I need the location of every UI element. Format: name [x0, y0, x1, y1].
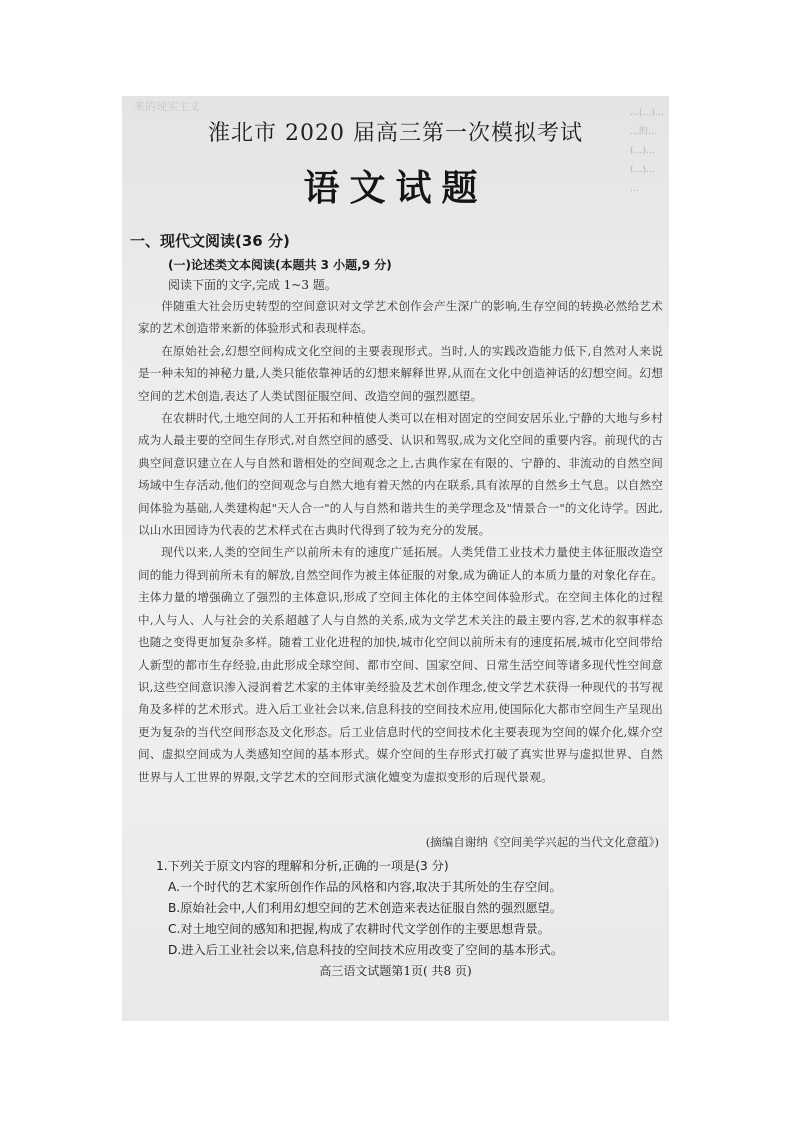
reading-instruction: 阅读下面的文字,完成 1~3 题。 [168, 278, 337, 292]
passage-paragraph: 现代以来,人类的空间生产以前所未有的速度广延拓展。人类凭借工业技术力量使主体征服改造空间的能力得到前所未有的解放,自然空间作为被主体征服的对象,成为确证人的本质力量的对象化存在。主体力量的增强确立了强烈的主体意识,形成了空间主体化的主体空间体验形式。在空间主体化的过程中,人与人、人与社会的关系超越了人与自然的关系,成为文学艺术关注的最主要内容,艺术的叙事样态也随之变得更加复杂多样。随着工业化进程的加快,城市化空间以前所未有的速度拓展,城市化空间带给人新型的都市生存经验,由此形成全球空间、都市空间、国家空间、日常生活空间等诸多现代性空间意识,这些空间意识渗入浸润着艺术家的主体审美经验及艺术创作理念,使文学艺术获得一种现代的书写视角及多样的艺术形式。进入后工业社会以来,信息科技的空间技术应用,使国际化大都市空间生产呈现出更为复杂的当代空间形态及文化形态。后工业信息时代的空间技术化主要表现为空间的媒介化,媒介空间、虚拟空间成为人类感知空间的基本形式。媒介空间的生存形式打破了真实世界与虚拟世界、自然世界与人工世界的界限,文学艺术的空间形式演化嬗变为虚拟变形的后现代景观。 [138, 545, 663, 784]
question-1 [156, 856, 656, 961]
section-heading: 一、现代文阅读(36 分) [130, 232, 290, 250]
exam-page [122, 96, 669, 1021]
option-b: B.原始社会中,人们利用幻想空间的艺术创造来表达征服自然的强烈愿望。 [168, 901, 562, 915]
bleed-line: …的… [630, 127, 658, 137]
passage-source: (摘编自谢纳《空间美学兴起的当代文化意蕴》) [425, 835, 659, 849]
page-footer: 高三语文试题第1页( 共8 页) [319, 964, 472, 978]
bleed-line: … [630, 184, 639, 194]
bleed-line: …(…)… [630, 108, 665, 118]
reading-passage [138, 295, 663, 788]
option-c: C.对土地空间的感知和把握,构成了农耕时代文学创作的主要思想背景。 [168, 922, 550, 936]
passage-paragraph: 伴随重大社会历史转型的空间意识对文学艺术创作会产生深广的影响,生存空间的转换必然给艺术家的艺术创造带来新的体验形式和表现样态。 [138, 299, 663, 336]
subsection-heading: (一)论述类文本阅读(本题共 3 小题,9 分) [168, 258, 392, 272]
bleed-through-text-top-left: 来的现实主义 [134, 100, 200, 113]
passage-paragraph: 在原始社会,幻想空间构成文化空间的主要表现形式。当时,人的实践改造能力低下,自然对人来说是一种未知的神秘力量,人类只能依靠神话的幻想来解释世界,从而在文化中创造神话的幻想空间。幻想空间的艺术创造,表达了人类试图征服空间、改造空间的强烈愿望。 [138, 343, 663, 403]
subject-title: 语文试题 [303, 167, 488, 209]
passage-paragraph: 在农耕时代,土地空间的人工开拓和种植使人类可以在相对固定的空间安居乐业,宁静的大地与乡村成为人最主要的空间生存形式,对自然空间的感受、认识和驾驭,成为文化空间的重要内容。前现代的古典空间意识建立在人与自然和谐相处的空间观念之上,古典作家在有限的、宁静的、非流动的自然空间场域中生存活动,他们的空间观念与自然大地有着天然的内在联系,具有浓厚的自然乡土气息。以自然空间体验为基础,人类建构起"天人合一"的人与自然和谐共生的美学理念及"情景合一"的文化诗学。因此,以山水田园诗为代表的艺术样式在古典时代得到了较为充分的发展。 [138, 411, 663, 538]
question-stem: 1.下列关于原文内容的理解和分析,正确的一项是(3 分) [156, 859, 449, 873]
option-a: A.一个时代的艺术家所创作作品的风格和内容,取决于其所处的生存空间。 [168, 880, 562, 894]
bleed-line: (…)… [630, 146, 656, 156]
option-d: D.进入后工业社会以来,信息科技的空间技术应用改变了空间的基本形式。 [168, 943, 563, 957]
bleed-line: (…)… [630, 165, 656, 175]
exam-title: 淮北市 2020 届高三第一次模拟考试 [208, 121, 583, 146]
